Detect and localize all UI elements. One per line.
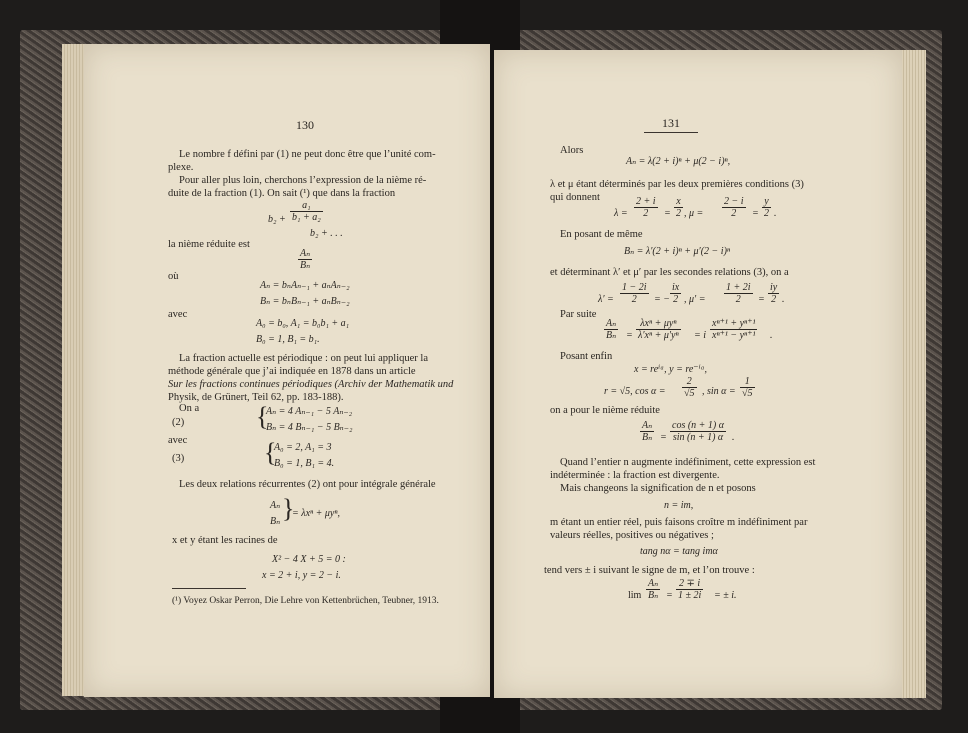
footnote: (¹) Voyez Oskar Perron, Die Lehre von Kettenbrüchen, Teubner, 1913. [172,596,439,606]
paragraph-line: avec [168,435,188,446]
fraction-num: 1 − 2i [622,282,647,293]
fraction-den: Bₙ [648,590,659,601]
paragraph-line: La fraction actuelle est périodique : on peut lui appliquer la [179,353,428,364]
cf-tail: b₂ + . . . [310,228,343,239]
fraction-den: Bₙ [300,260,311,271]
paragraph-line: valeurs réelles, positives ou négatives ; [550,530,714,541]
recurrence-eq: Aₙ = bₙAₙ₋₁ + aₙAₙ₋₂ [260,280,350,291]
eq-part: = ± i. [714,590,737,601]
eq-part: = [758,294,765,305]
page-number: 131 [662,116,680,130]
fraction-den: xⁿ⁺¹ − yⁿ⁺¹ [712,330,756,341]
cf-den: b₁ + a₂ [292,212,321,223]
paragraph-line: duite de la fraction (1). On sait (¹) que dans la fraction [168,188,396,199]
eq-part: , μ = [684,208,704,219]
paragraph-line: m étant un entier réel, puis faisons croître m indéfiniment par [550,517,808,528]
fraction [604,318,618,341]
eq-part: = [664,208,671,219]
fraction-den: 1 ± 2i [678,590,702,601]
left-page-edges [62,44,86,696]
paragraph-line: tend vers ± i suivant le signe de m, et l’on trouve : [544,565,755,576]
page-number-rule [644,132,698,133]
right-page-edges [900,50,926,698]
paragraph-line: Physik, de Grünert, Teil 62, pp. 183-188). [168,392,344,403]
equation: Aₙ = λ(2 + i)ⁿ + μ(2 − i)ⁿ, [626,156,731,167]
fraction [740,376,755,399]
paragraph-line: méthode générale que j’ai indiquée en 1878 dans un article [168,366,416,377]
paragraph-line: Pour aller plus loin, cherchons l’expression de la nième ré- [179,175,427,186]
brace: { [264,438,277,467]
fraction [724,282,753,305]
fraction-num: y [762,196,771,208]
equation-label: (3) [172,453,185,464]
eq-part: . [770,330,773,341]
fraction-num: 1 [740,376,755,388]
fraction-num: Aₙ [648,578,659,589]
eq-part: λ′ = [598,294,614,305]
fraction [682,376,697,399]
cf-num: a₁ [290,200,323,212]
fraction-den: sin (n + 1) α [672,432,724,443]
footnote-rule [172,588,246,589]
fraction [620,282,649,305]
paragraph-line: Quand l’entier n augmente indéfiniment, cette expression est [560,457,816,468]
paragraph-line: Posant enfin [560,351,613,362]
fraction-den: 2 [764,208,769,219]
fraction [646,578,660,601]
reduite-fraction [298,248,312,271]
paragraph-line: Mais changeons la signification de n et posons [560,483,756,494]
system-eq: Aₙ = 4 Aₙ₋₁ − 5 Aₙ₋₂ [266,406,353,417]
recurrence-eq: Bₙ = bₙBₙ₋₁ + aₙBₙ₋₂ [260,296,350,307]
fraction-den: √5 [742,388,753,399]
paragraph-line: x et y étant les racines de [172,535,278,546]
eq-part: = [626,330,633,341]
equation: Bₙ = λ′(2 + i)ⁿ + μ′(2 − i)ⁿ [624,246,731,257]
fraction-num: 2 + i [636,196,656,207]
fraction [634,196,658,219]
cf-fraction [290,200,323,223]
system-eq: B₀ = 1, B₁ = 4. [274,458,335,469]
eq-part: lim [628,590,642,601]
fraction-den: √5 [684,388,695,399]
fraction-num: λxⁿ + μyⁿ [636,318,681,330]
fraction-den: 2 [771,294,777,305]
fraction [640,420,654,443]
fraction-den: 2 [643,208,649,219]
fraction-den: 2 [673,294,679,305]
fraction-num: 2 − i [724,196,744,207]
page-number: 130 [296,118,314,132]
fraction-num: iy [770,282,778,293]
equation: x = reⁱᵅ, y = re⁻ⁱᵅ, [634,364,708,375]
paragraph-line: Par suite [560,309,597,320]
fraction-num: ix [672,282,680,293]
fraction-num: x [674,196,683,208]
fraction [762,196,771,219]
eq-part: , μ′ = [684,294,706,305]
paragraph-line: Les deux relations récurrentes (2) ont pour intégrale générale [179,479,436,490]
gen-A: Aₙ [270,500,281,511]
paragraph-line: on a pour le nième réduite [550,405,660,416]
paragraph-line: Le nombre f défini par (1) ne peut donc être que l’unité com- [179,149,436,160]
eq-part: = i [694,330,707,341]
paragraph-line: λ et μ étant déterminés par les deux premières conditions (3) [550,179,804,190]
equation: tang nα = tang imα [640,546,718,557]
paragraph-line: qui donnent [550,192,600,203]
paragraph-line: plexe. [168,162,194,173]
paragraph-line: avec [168,309,188,320]
fraction-den: Bₙ [606,330,617,341]
eq-part: r = √5, cos α = [604,386,666,397]
fraction-den: 2 [676,208,681,219]
fraction-den: 2 [735,294,741,305]
fraction [722,196,746,219]
eq-part: , sin α = [702,386,736,397]
fraction [636,318,681,341]
eq-part: . [782,294,785,305]
fraction-num: xⁿ⁺¹ + yⁿ⁺¹ [712,318,756,329]
gen-B: Bₙ [270,516,281,527]
eq-part: . [732,432,735,443]
paragraph-line: Sur les fractions continues périodiques (Archiv der Mathematik und [168,379,454,390]
left-page [84,44,490,697]
fraction [710,318,757,341]
fraction [670,420,726,443]
fraction-num: Aₙ [606,318,617,329]
eq-part: = [666,590,673,601]
fraction [768,282,779,305]
initial-eq: B₀ = 1, B₁ = b₁. [256,334,320,345]
initial-eq: A₀ = b₀, A₁ = b₀b₁ + a₁ [256,318,350,329]
fraction [674,196,683,219]
fraction [670,282,681,305]
system-eq: Bₙ = 4 Bₙ₋₁ − 5 Bₙ₋₂ [266,422,353,433]
fraction-num: Aₙ [300,248,311,259]
fraction-den: 2 [631,294,637,305]
eq-part: = [660,432,667,443]
paragraph-line: où [168,271,179,282]
paragraph-line: En posant de même [560,229,643,240]
fraction-num: 1 + 2i [726,282,751,293]
eq-part: = − [654,294,670,305]
equation-label: (2) [172,417,185,428]
paragraph-line: indéterminée : la fraction est divergente. [550,470,720,481]
paragraph-line: la nième réduite est [168,239,250,250]
fraction-num: cos (n + 1) α [672,420,724,431]
cf-b2: b₂ + [268,214,286,225]
brace: } [282,494,295,523]
roots-eq: x = 2 + i, y = 2 − i. [262,570,341,581]
quadratic-eq: X² − 4 X + 5 = 0 : [272,554,346,565]
brace: { [256,402,269,431]
fraction-den: Bₙ [642,432,653,443]
fraction-num: 2 ∓ i [676,578,703,590]
fraction-den: λ′xⁿ + μ′yⁿ [638,330,679,341]
paragraph-line: Alors [560,145,584,156]
fraction-num: Aₙ [642,420,653,431]
gen-rhs: = λxⁿ + μyⁿ, [292,508,341,519]
fraction-den: 2 [731,208,737,219]
fraction [676,578,703,601]
fraction-num: 2 [682,376,697,388]
system-eq: A₀ = 2, A₁ = 3 [274,442,332,453]
right-page [494,50,902,698]
eq-part: . [774,208,777,219]
equation: n = im, [664,500,694,511]
eq-part: = [752,208,759,219]
eq-part: λ = [614,208,628,219]
paragraph-line: et déterminant λ′ et μ′ par les secondes relations (3), on a [550,267,789,278]
paragraph-line: On a [179,403,200,414]
